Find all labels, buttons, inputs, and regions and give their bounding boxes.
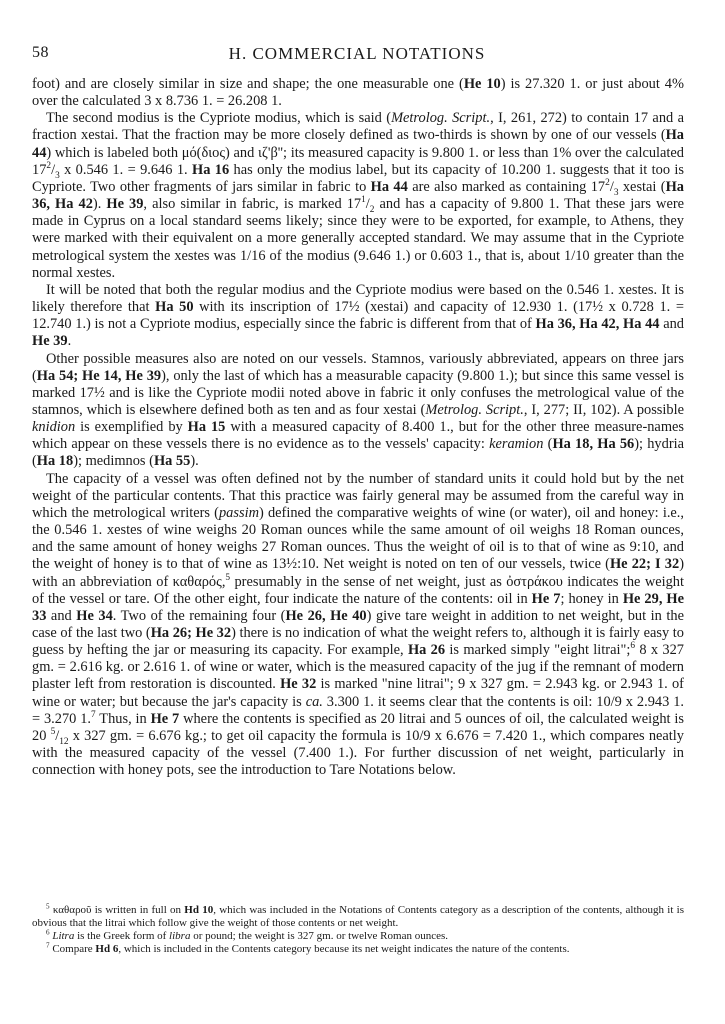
catalog-reference: Ha 44: [32, 127, 684, 161]
paragraph: [32, 471, 684, 780]
text-run: , which was included in the Notations of Contents category as a description of the contents, although it is obvious that the litrai which follow give the weight of those contents or net weight.: [32, 904, 684, 929]
text-run: with a measured capacity of 8.400 1., but for the other three measure-names which appear on these vessels there is no evidence as to the vessels' capacity:: [32, 419, 684, 453]
text-run: are also marked as containing 17: [407, 178, 606, 195]
catalog-reference: Ha 54; He 14, He 39: [36, 367, 162, 384]
text-run: ) with an abbreviation of καθαρός,: [32, 556, 684, 590]
text-run: ); hydria (: [32, 436, 684, 470]
text-run: ), only the last of which has a measurable capacity (9.800 1.); but since this same vessel is marked 17½ and is like the Cypriote modii noted above in fabric it only confuses the metrological value of the stamnos, which is elsewhere defined both as ten and as four xestai (: [32, 367, 684, 418]
text-run: presumably in the sense of net weight, just as ὀστράκου indicates the weight of the vessel or tare. Of the other eight, four indicate the nature of the contents: oil in: [32, 573, 684, 607]
catalog-reference: He 26, He 40: [285, 607, 367, 624]
catalog-reference: Ha 18: [36, 453, 74, 470]
italic-text: keramion: [489, 436, 544, 453]
superscript: 6: [630, 641, 635, 652]
text-run: Compare: [49, 943, 96, 955]
italic-text: Litra: [52, 930, 75, 942]
catalog-reference: Ha 16: [192, 161, 230, 178]
superscript: 6: [46, 928, 50, 937]
catalog-reference: He 7: [150, 710, 180, 727]
catalog-reference: He 22; I 32: [609, 556, 680, 573]
catalog-reference: Hd 10: [184, 904, 214, 916]
catalog-reference: Ha 26: [407, 642, 446, 659]
subscript: 3: [613, 187, 619, 198]
catalog-reference: He 7: [531, 590, 561, 607]
text-run: or pound; the weight is 327 gm. or twelve Roman ounces.: [190, 930, 448, 942]
text-run: Thus, in: [95, 710, 151, 727]
text-run: ) which is labeled both μό(διος) and ιζ'β''; its measured capacity is 9.800 1. or less than 1% over the calculated 17: [32, 144, 684, 178]
text-run: The capacity of a vessel was often defined not by the number of standard units it could hold but by the net weight of the particular contents. That this practice was fairly general may be assumed from the careful way in which the metrological writers (: [32, 470, 684, 521]
main-text: [32, 76, 684, 779]
text-run: where the contents is specified as 20 litrai and 5 ounces of oil, the calculated weight is 20: [32, 710, 685, 744]
text-run: , also similar in fabric, is marked 17: [143, 196, 362, 213]
catalog-reference: He 10: [463, 76, 501, 92]
text-run: 3.300 1. it seems clear that the contents is oil: 10/9 x 2.943 1. = 3.270 1.: [32, 693, 685, 727]
catalog-reference: Ha 36, Ha 42: [32, 178, 684, 213]
superscript: 5: [225, 572, 231, 583]
catalog-reference: He 32: [280, 676, 317, 693]
paragraph: [32, 110, 684, 282]
running-header: [32, 44, 682, 66]
page-number: 58: [32, 44, 49, 61]
paragraph: [32, 76, 684, 110]
subscript: 2: [369, 204, 375, 215]
superscript: 5: [46, 902, 50, 911]
italic-text: knidion: [32, 419, 76, 436]
text-run: /: [609, 178, 614, 195]
text-run: /: [51, 161, 56, 178]
catalog-reference: Ha 55: [153, 453, 191, 470]
text-run: ) defined the comparative weights of wine (or water), oil and honey: i.e., the 0.546 1. xestes of wine weighs 20 Roman ounces while the same amount of oil weighs 18 Roman ounces, and the same amount of honey weighs 27 Roman ounces. Thus the weight of oil is to that of wine as 9:10, and the weight of honey is to that of wine as 13½:10. Net weight is noted on ten of our vessels, twice (: [32, 504, 685, 573]
text-run: is the Greek form of: [74, 930, 170, 942]
text-run: ) give tare weight in addition to net weight, but in the case of the last two (: [32, 607, 684, 641]
text-run: x 327 gm. = 6.676 kg.; to get oil capacity the formula is 10/9 x 6.676 = 7.420 1., which compares neatly with the measured capacity of the vessel (7.400 1.). For further discussion of net weight, particularly in connection with honey pots, see the introduction to Tare Notations below.: [32, 727, 684, 779]
catalog-reference: Ha 26; He 32: [150, 625, 232, 641]
superscript: 2: [46, 160, 52, 171]
text-run: The second modius is the Cypriote modius, which is said (: [46, 110, 392, 127]
text-run: , which is included in the Contents category because its net weight indicates the nature of the contents.: [118, 943, 570, 955]
catalog-reference: Ha 44: [370, 178, 408, 195]
text-run: .: [67, 333, 72, 350]
text-run: and: [46, 607, 77, 624]
text-run: has only the modius label, but its capacity of 10.200 1. suggests that it too is Cypriote. Two other fragments of jars similar in fabric to: [32, 161, 684, 195]
catalog-reference: Ha 15: [187, 419, 226, 436]
text-run: and: [659, 316, 684, 333]
footnote: [32, 943, 684, 956]
text-run: καθαροῦ is written in full on: [49, 904, 185, 916]
text-run: ).: [92, 196, 107, 213]
text-run: , I, 261, 272) to contain 17 and a fraction xestai. That the fraction may be more closely defined as two-thirds is shown by one of our vessels (: [32, 110, 685, 144]
catalog-reference: Ha 50: [155, 299, 194, 316]
text-run: Other possible measures also are noted on our vessels. Stamnos, variously abbreviated, appears on three jars (: [32, 350, 684, 384]
text-run: ; honey in: [560, 590, 623, 607]
catalog-reference: He 34: [76, 607, 113, 624]
text-run: with its inscription of 17½ (xestai) and capacity of 12.930 1. (17½ x 0.728 1. = 12.740 1.) is not a Cypriote modius, especially since the fabric is different from that of: [32, 299, 684, 333]
text-run: ); medimnos (: [73, 453, 154, 470]
italic-text: libra: [169, 930, 191, 942]
superscript: 7: [91, 709, 96, 720]
catalog-reference: He 29, He 33: [32, 590, 685, 624]
catalog-reference: Ha 18, Ha 56: [552, 436, 635, 453]
footnote: [32, 930, 684, 943]
text-run: x 0.546 1. = 9.646 1.: [59, 161, 192, 178]
text-run: is exemplified by: [75, 419, 188, 436]
text-run: ) is 27.320 1. or just about 4% over the calculated 3 x 8.736 1. = 26.208 1.: [32, 76, 684, 110]
text-run: 8 x 327 gm. = 2.616 kg. or 2.616 1. of wine or water, which is the measured capacity of the jug if the remnant of modern plaster left from restoration is discounted.: [32, 642, 684, 693]
text-run: ).: [190, 453, 199, 470]
superscript: 5: [50, 727, 56, 738]
catalog-reference: He 39: [32, 333, 68, 350]
footnotes: [32, 904, 684, 956]
text-run: It will be noted that both the regular modius and the Cypriote modius were based on the 0.546 1. xestes. It is likely therefore that: [32, 281, 684, 316]
text-run: (: [543, 436, 553, 453]
paragraph: [32, 282, 684, 351]
superscript: 2: [605, 178, 610, 189]
italic-text: Metrolog. Script.: [391, 110, 491, 127]
text-run: is marked simply "eight litrai";: [445, 642, 631, 659]
subscript: 3: [55, 170, 60, 181]
italic-text: Metrolog. Script.: [425, 401, 524, 418]
catalog-reference: Hd 6: [95, 943, 119, 955]
text-run: and has a capacity of 9.800 1. That these jars were made in Cyprus on a local standard seems likely; since they were to be exported, for example, to Athens, they were marked with their equivalent on a more generally accepted standard. We may assume that in the Cypriote metrological system the xestes was 1/16 of the modius (9.646 1.) or 0.603 1., that is, about 1/10 greater than the normal xestes.: [32, 196, 685, 281]
italic-text: ca.: [305, 693, 323, 710]
running-title: H. COMMERCIAL NOTATIONS: [228, 44, 486, 63]
superscript: 7: [46, 941, 50, 950]
superscript: 1: [361, 195, 366, 206]
text-run: . Two of the remaining four (: [112, 607, 286, 624]
text-run: foot) and are closely similar in size and shape; the one measurable one (: [32, 76, 464, 92]
subscript: 12: [59, 736, 69, 747]
text-run: ) there is no indication of what the weight refers to, although it is fairly easy to guess by hefting the jar or measuring its capacity. For example,: [32, 625, 684, 659]
italic-text: passim: [218, 504, 259, 521]
catalog-reference: Ha 36, Ha 42, Ha 44: [535, 316, 660, 333]
catalog-reference: He 39: [106, 196, 144, 213]
text-run: is marked "nine litrai"; 9 x 327 gm. = 2.943 kg. or 2.943 1. of wine or water; but because the jar's capacity is: [32, 676, 684, 710]
footnote: [32, 904, 684, 930]
text-run: /: [55, 727, 60, 744]
text-run: /: [365, 196, 370, 213]
paragraph: [32, 351, 684, 471]
text-run: , I, 277; II, 102). A possible: [523, 401, 684, 418]
text-run: xestai (: [618, 178, 666, 195]
